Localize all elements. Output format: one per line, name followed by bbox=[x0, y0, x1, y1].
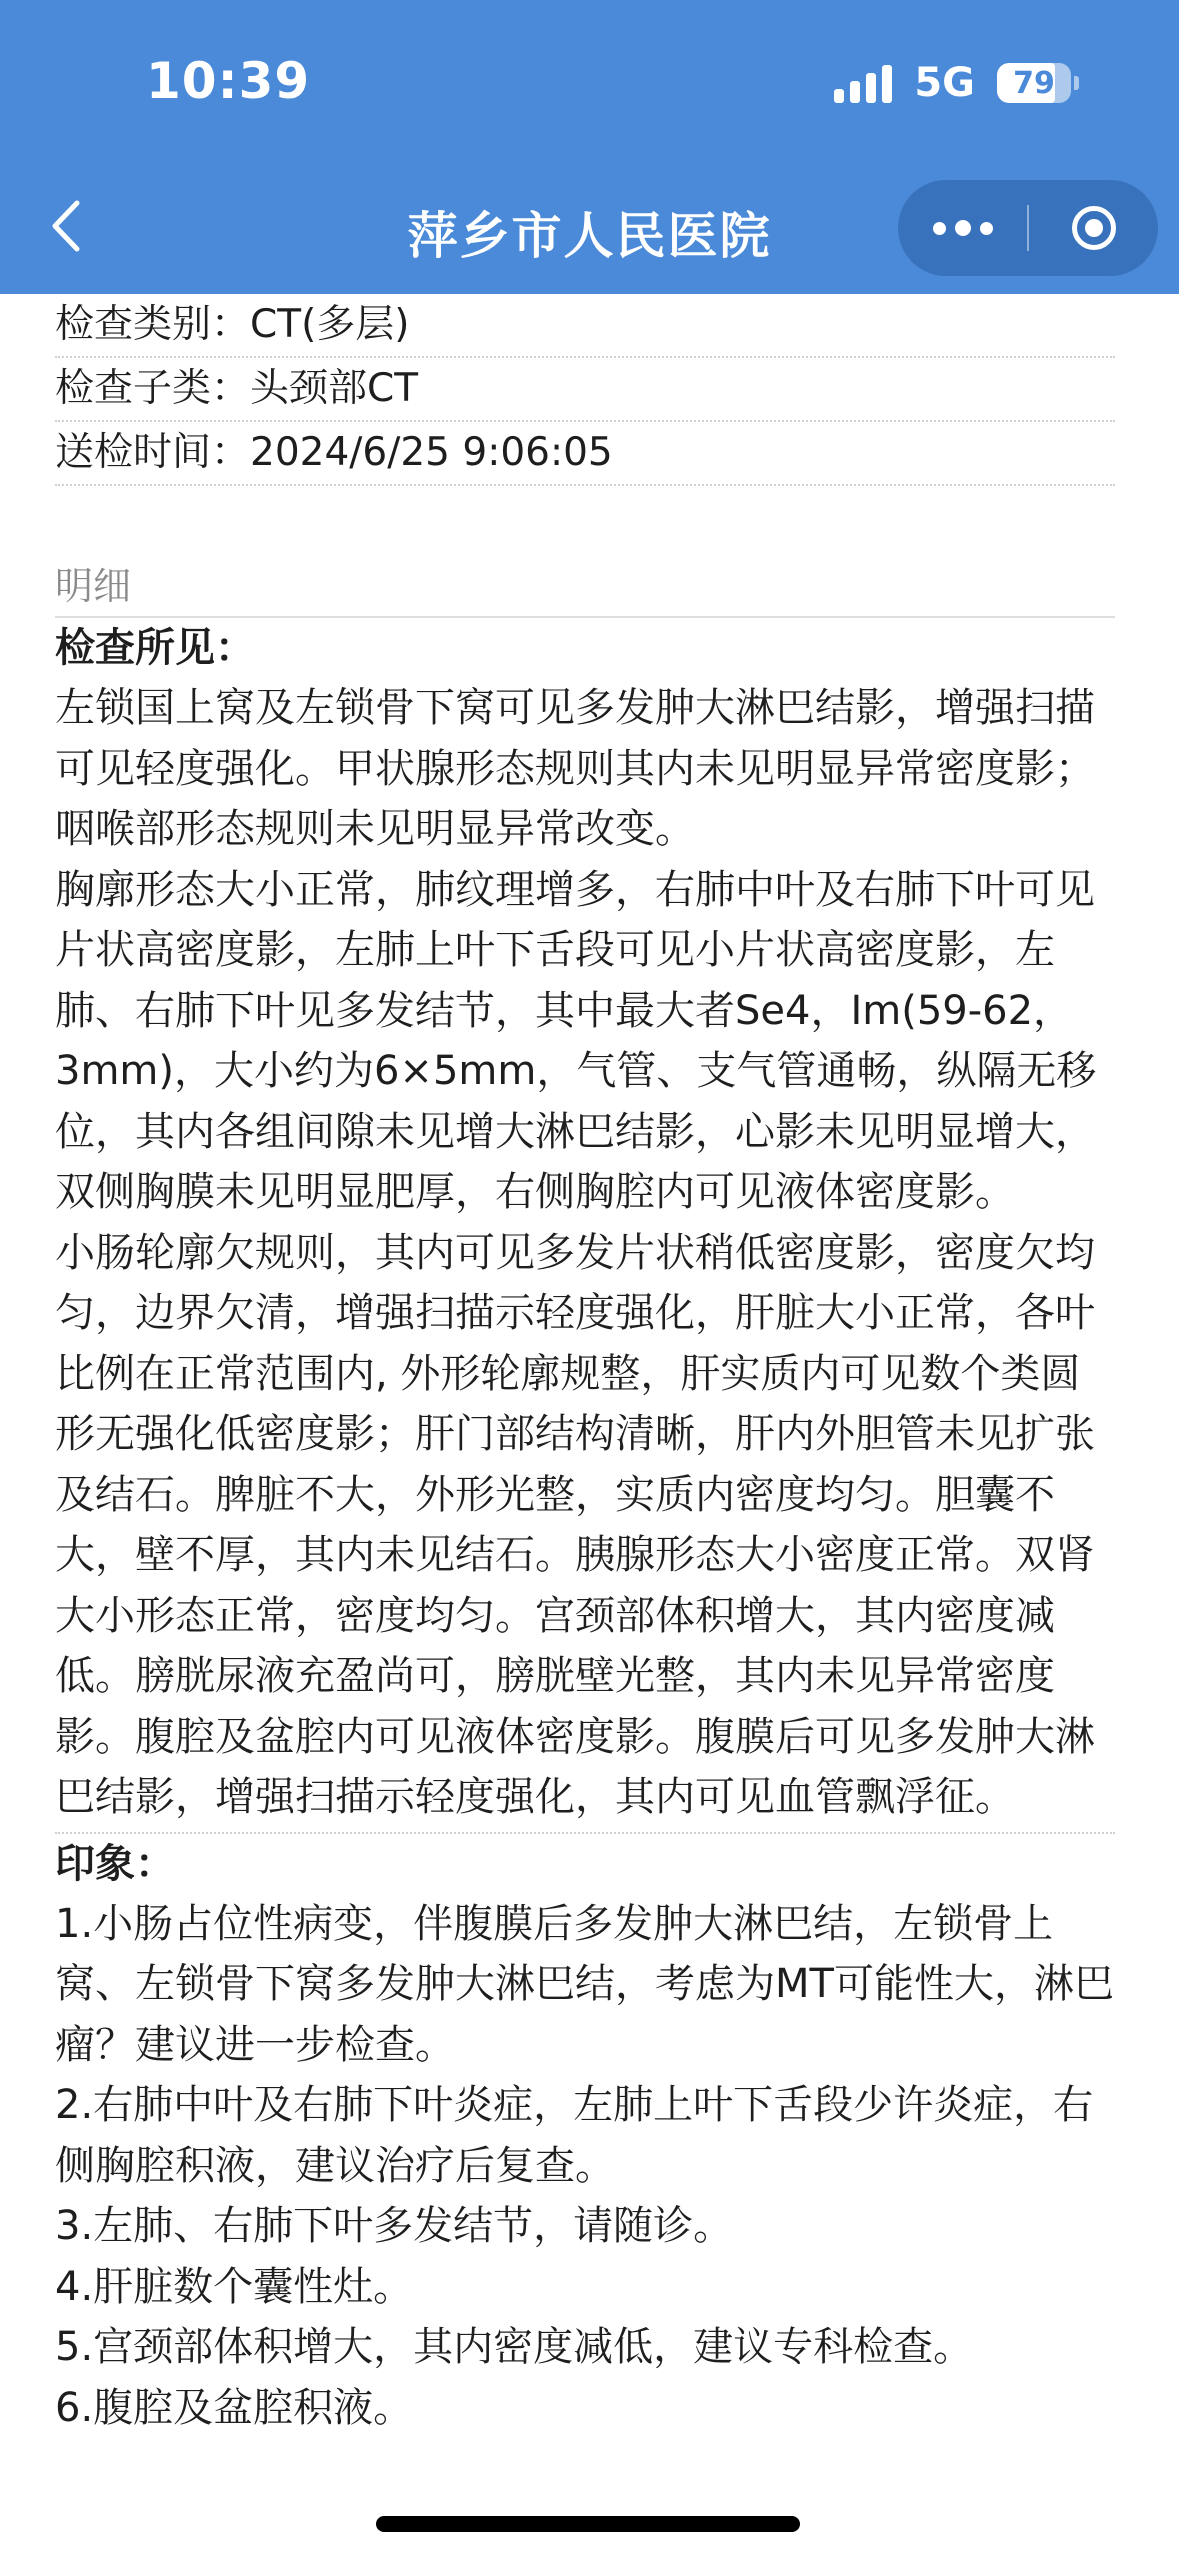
info-value: CT(多层) bbox=[250, 302, 410, 347]
target-circle-icon bbox=[1072, 206, 1116, 250]
close-button[interactable] bbox=[1029, 180, 1158, 276]
impression-list bbox=[55, 1894, 1115, 2439]
impression-item: 1.小肠占位性病变，伴腹膜后多发肿大淋巴结，左锁骨上窝、左锁骨下窝多发肿大淋巴结，考虑为MT可能性大，淋巴瘤？建议进一步检查。 bbox=[55, 1900, 1114, 2068]
info-value: 头颈部CT bbox=[250, 366, 419, 411]
app-header bbox=[0, 0, 1179, 294]
status-time: 10:39 bbox=[146, 52, 311, 110]
findings-label: 检查所见： bbox=[55, 625, 255, 671]
network-type: 5G bbox=[914, 60, 975, 106]
status-indicators bbox=[834, 60, 1079, 106]
cellular-signal-icon bbox=[834, 63, 892, 103]
section-title-detail: 明细 bbox=[55, 556, 1115, 618]
more-button[interactable] bbox=[898, 180, 1027, 276]
findings-block bbox=[55, 678, 1115, 1834]
impression-item: 4.肝脏数个囊性灶。 bbox=[55, 2263, 414, 2310]
page-title: 萍乡市人民医院 bbox=[407, 207, 772, 265]
impression-item: 6.腹腔及盆腔积液。 bbox=[55, 2384, 414, 2431]
info-row-submit-time bbox=[55, 422, 1115, 486]
battery-percent: 79 bbox=[1013, 65, 1055, 101]
report-content bbox=[55, 294, 1115, 2438]
impression-label: 印象： bbox=[55, 1840, 175, 1887]
impression-item: 2.右肺中叶及右肺下叶炎症，左肺上叶下舌段少许炎症，右侧胸腔积液，建议治疗后复查。 bbox=[55, 2082, 1094, 2189]
findings-paragraph: 小肠轮廓欠规则，其内可见多发片状稍低密度影，密度欠均匀，边界欠清，增强扫描示轻度强化，肝脏大小正常，各叶比例在正常范围内, 外形轮廓规整，肝实质内可见数个类圆形无强化低密度影；肝门部结构清晰，肝内外胆管未见扩张及结石。脾脏不大，外形光整，实质内密度均匀。胆囊不大，壁不厚，其内未见结石。胰腺形态大小密度正常。双肾大小形态正常，密度均匀。宫颈部体积增大，其内密度减低。膀胱尿液充盈尚可，膀胱壁光整，其内未见异常密度影。腹腔及盆腔内可见液体密度影。腹膜后可见多发肿大淋巴结影，增强扫描示轻度强化，其内可见血管飘浮征。 bbox=[55, 1229, 1095, 1820]
info-value: 2024/6/25 9:06:05 bbox=[250, 430, 613, 475]
impression-item: 5.宫颈部体积增大，其内密度减低，建议专科检查。 bbox=[55, 2324, 974, 2370]
findings-paragraph: 胸廓形态大小正常，肺纹理增多，右肺中叶及右肺下叶可见片状高密度影，左肺上叶下舌段可见小片状高密度影，左肺、右肺下叶见多发结节，其中最大者Se4，Im(59-62，3mm)，大小约为6×5mm，气管、支气管通畅，纵隔无移位，其内各组间隙未见增大淋巴结影，心影未见明显增大，双侧胸膜未见明显肥厚，右侧胸腔内可见液体密度影。 bbox=[55, 866, 1097, 1215]
info-row-exam-category bbox=[55, 294, 1115, 358]
info-label: 检查子类： bbox=[55, 366, 251, 411]
info-label: 检查类别： bbox=[55, 302, 251, 347]
findings-paragraph: 左锁国上窝及左锁骨下窝可见多发肿大淋巴结影，增强扫描可见轻度强化。甲状腺形态规则其内未见明显异常密度影；咽喉部形态规则未见明显异常改变。 bbox=[55, 685, 1095, 852]
info-label: 送检时间： bbox=[55, 430, 251, 475]
info-row-exam-subcategory bbox=[55, 358, 1115, 422]
more-dots-icon bbox=[933, 220, 993, 236]
home-indicator[interactable] bbox=[376, 2516, 800, 2532]
impression-item: 3.左肺、右肺下叶多发结节，请随诊。 bbox=[55, 2203, 734, 2249]
mini-program-capsule bbox=[898, 180, 1158, 276]
battery-icon bbox=[997, 63, 1079, 103]
